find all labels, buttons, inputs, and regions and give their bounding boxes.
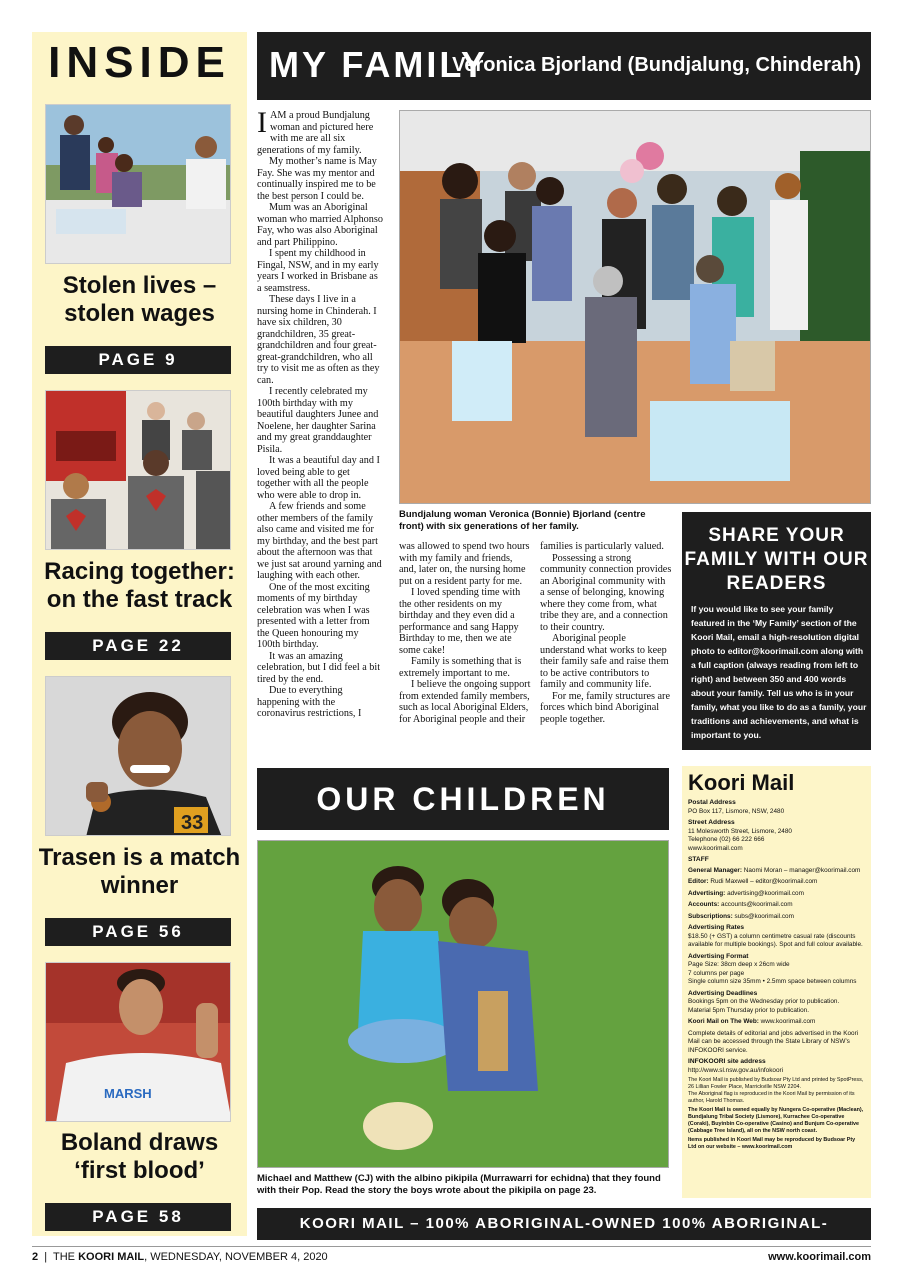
- trasen-photo: [45, 676, 231, 836]
- headline-stolen-wages[interactable]: Stolen lives – stolen wages: [62, 272, 217, 327]
- share-body: If you would like to see your family featured in the ‘My Family’ section of the Koori Mail, email a high-resolution digital photo to editor@koorimail.com along with a full caption (always reading from left to right) and between 350 and 400 words about your family. Tell us who is in your family, what you like to do as a family, your traditions and achievements, and what is important to you.: [691, 604, 867, 740]
- children-photo: [257, 840, 669, 1168]
- family-article-col2: was allowed to spend two hours with my family and friends, and, later on, the nursing home put on a resident party for me. I loved spending time with the other residents on my birthday and they even did a performance and sang Happy Birthday to me, then we ate some cake! Family is something that is extremely important to me. I believe the ongoing support from extended family members, such as local Aboriginal Elders, for Aboriginal people and their: [399, 541, 531, 725]
- headline-boland[interactable]: Boland draws ‘first blood’: [60, 1129, 219, 1184]
- folio-rule: [32, 1246, 871, 1247]
- koori-mail-info-box: Koori Mail Postal Address PO Box 117, Lismore, NSW, 2480 Street Address 11 Molesworth Street, Lismore, 2480 Telephone (02) 66 222 666 www.koorimail.com STAFF General Manager: Naomi Moran – manager@koorimail.com Editor: Rudi Maxwell – editor@koorimail.com Advertising: advertising@koorimail.com Accounts: accounts@koorimail.com Subscriptions: subs@koorimail.com Advertising Rates $18.50 (+ GST) a column centimetre casual rate (discounts available for multiple bookings). Spot and full colour available. Advertising Format Page Size: 38cm deep x 26cm wide 7 columns per page Single column size 35mm • 2.5mm space between columns Advertising Deadlines Bookings 5pm on the Wednesday prior to publication. Material 5pm Thursday prior to publication. Koori Mail on The Web: www.koorimail.com Complete details of editorial and jobs advertised in the Koori Mail can be accessed through the State Library of NSW’s INFOKOORI service. INFOKOORI site address http://www.sl.nsw.gov.au/infokoori The Koori Mail is published by Budsoar Pty Ltd and printed by SpotPress, 26 Lillian Fowler Place, Marrickville NSW 2204. The Aboriginal flag is reproduced in the Koori Mail by permission of its author, Harold Thomas. The Koori Mail is owned equally by Nungera Co-operative (Maclean), Bundjalung Tribal Society (Lismore), Kurrachee Co-operative (Coraki), Buyinbin Co-operative (Casino) and Bunjum Co-operative (Cabbage Tree Island), all on the NSW north coast. Items published in Koori Mail may be reproduced by Budsoar Pty Ltd on our website – www.koorimail.com: [682, 766, 871, 1198]
- svg-text:MARSH: MARSH: [104, 1086, 152, 1101]
- family-article-col3: families is particularly valued. Possessing a strong community connection provides an Aboriginal community with a sense of belonging, knowing where they come from, what tribe they are, and a connection to their country. Aboriginal people understand what works to keep their family safe and raise them to be active contributors to family and community life. For me, family structures are forces which bind Aboriginal people together.: [540, 541, 672, 725]
- racing-photo: [45, 390, 231, 550]
- inside-title: INSIDE: [48, 38, 231, 87]
- family-group-photo: [399, 110, 871, 504]
- share-title: SHARE YOUR FAMILY WITH OUR READERS: [684, 525, 869, 594]
- svg-text:33: 33: [181, 812, 204, 834]
- page-58-bar[interactable]: PAGE 58: [45, 1203, 231, 1231]
- my-family-banner: [257, 32, 871, 100]
- share-your-family-box: [682, 512, 871, 750]
- page-22-bar[interactable]: PAGE 22: [45, 632, 231, 660]
- family-photo-caption: Bundjalung woman Veronica (Bonnie) Bjorland (centre front) with six generations of her family.: [399, 509, 646, 532]
- family-article-col1: IAM a proud Bundjalung woman and pictured here with me are all six generations of my family. My mother’s name is May Fay. She was my mentor and continually inspired me to be the best person I could be. Mum was an Aboriginal woman who married Alphonso Fay, who was also Aboriginal and part Philippino. I spent my childhood in Fingal, NSW, and in my early years I worked in Brisbane as a seamstress. These days I live in a nursing home in Chinderah. I have six children, 30 grandchildren, 35 great-grandchildren and four great-great-grandchildren, who all try to visit me as often as they can. I recently celebrated my 100th birthday with my beautiful daughters Junee and Noelene, her daughter Sarina and my great granddaughter Pisila. It was a beautiful day and I loved being able to get together with all the people who were able to drop in. A few friends and some other members of the family also came and visited me for my birthday, and the best part about the afternoon was that we just sat around yarning and laughing with each other. One of the most exciting moments of my birthday celebration was when I was presented with a letter from the Queen honouring my 100th birthday. It was an amazing celebration, but I did feel a bit tired by the end. Due to everything happening with the coronavirus restrictions, I: [257, 110, 383, 719]
- headline-racing[interactable]: Racing together: on the fast track: [44, 558, 235, 613]
- drop-cap: I: [257, 110, 267, 139]
- headline-trasen[interactable]: Trasen is a match winner: [38, 844, 241, 899]
- children-photo-caption: Michael and Matthew (CJ) with the albino pikipila (Murrawarri for echidna) that they found with their Pop. Read the story the boys wrote about the pikipila on page 23.: [257, 1173, 661, 1196]
- aboriginal-owned-banner: KOORI MAIL – 100% ABORIGINAL-OWNED 100% ABORIGINAL-CONTROLLED: [257, 1208, 871, 1240]
- my-family-subtitle: Veronica Bjorland (Bundjalung, Chinderah): [452, 54, 861, 76]
- page-9-bar[interactable]: PAGE 9: [45, 346, 231, 374]
- stolen-wages-photo: [45, 104, 231, 264]
- info-website[interactable]: www.koorimail.com: [688, 844, 743, 852]
- boland-photo: [45, 962, 231, 1122]
- folio-left: 2 | THE KOORI MAIL, WEDNESDAY, NOVEMBER 4, 2020: [32, 1251, 328, 1263]
- page-56-bar[interactable]: PAGE 56: [45, 918, 231, 946]
- info-title: Koori Mail: [688, 770, 795, 795]
- folio-website[interactable]: www.koorimail.com: [768, 1251, 871, 1263]
- my-family-title: MY FAMILY: [269, 44, 489, 85]
- our-children-banner: OUR CHILDREN: [257, 768, 669, 830]
